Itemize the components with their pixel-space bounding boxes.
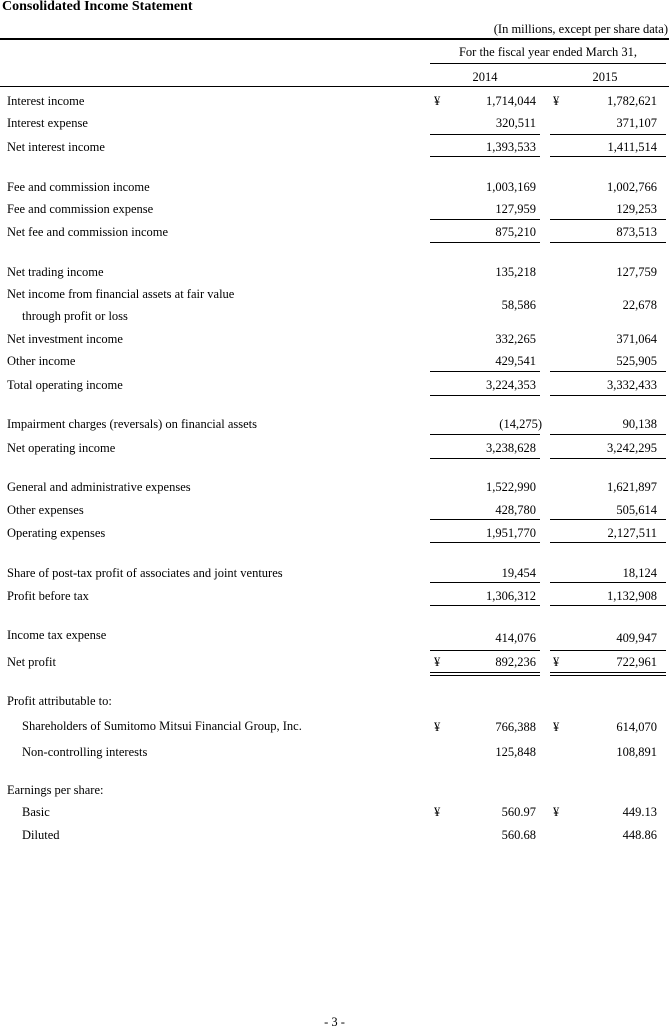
value-2015: 1,002,766 <box>607 180 657 194</box>
value-2014: 560.97 <box>501 805 536 819</box>
row-label: Interest expense <box>7 116 88 130</box>
row-label: Net operating income <box>7 441 116 455</box>
row-label: Total operating income <box>7 378 123 392</box>
period-header: For the fiscal year ended March 31, <box>458 45 638 59</box>
value-2015: 722,961 <box>616 655 657 669</box>
double-rule <box>430 675 540 676</box>
value-2015: 90,138 <box>622 417 657 431</box>
value-2014: 3,238,628 <box>486 441 536 455</box>
total-rule <box>430 458 540 459</box>
row-label: Net income from financial assets at fair value <box>7 287 235 301</box>
value-2015: 18,124 <box>622 566 657 580</box>
value-2015: 1,782,621 <box>607 94 657 108</box>
total-rule <box>550 156 666 157</box>
total-rule <box>550 458 666 459</box>
row-label: Net interest income <box>7 140 105 154</box>
row-label: Other income <box>7 354 76 368</box>
value-2014: 135,218 <box>495 265 536 279</box>
currency-symbol: ¥ <box>434 655 441 669</box>
value-2014: 1,714,044 <box>486 94 536 108</box>
value-2014: 58,586 <box>501 298 536 312</box>
currency-symbol: ¥ <box>434 720 441 734</box>
subtotal-rule <box>550 371 666 372</box>
section-heading: Profit attributable to: <box>7 694 112 708</box>
row-label: Share of post-tax profit of associates and joint ventures <box>7 566 283 580</box>
subtotal-rule <box>430 434 540 435</box>
subtotal-rule <box>550 219 666 220</box>
value-2014: 1,522,990 <box>486 480 536 494</box>
value-2014: 125,848 <box>495 745 536 759</box>
value-2015: 614,070 <box>616 720 657 734</box>
row-label-continued: through profit or loss <box>22 309 128 323</box>
page-number: - 3 - <box>324 1015 345 1029</box>
total-rule <box>430 542 540 543</box>
value-2015: 1,132,908 <box>607 589 657 603</box>
value-2014: 428,780 <box>495 503 536 517</box>
value-2014: 429,541 <box>495 354 536 368</box>
value-2015: 449.13 <box>622 805 657 819</box>
value-2014: 892,236 <box>495 655 536 669</box>
section-heading: Earnings per share: <box>7 783 104 797</box>
total-rule <box>550 605 666 606</box>
value-2014: 3,224,353 <box>486 378 536 392</box>
value-2015: 129,253 <box>616 202 657 216</box>
row-label: General and administrative expenses <box>7 480 191 494</box>
year-header-2015: 2015 <box>592 70 618 84</box>
total-rule <box>550 542 666 543</box>
value-2015: 505,614 <box>616 503 657 517</box>
value-2015: 3,332,433 <box>607 378 657 392</box>
currency-symbol: ¥ <box>553 805 560 819</box>
value-2014: 766,388 <box>495 720 536 734</box>
subtotal-rule <box>430 134 540 135</box>
value-2015: 371,064 <box>616 332 657 346</box>
row-label: Profit before tax <box>7 589 89 603</box>
total-rule <box>430 242 540 243</box>
currency-symbol: ¥ <box>553 720 560 734</box>
row-label: Net trading income <box>7 265 104 279</box>
value-2015: 448.86 <box>622 828 657 842</box>
period-header-rule <box>430 63 666 64</box>
subtotal-rule <box>430 582 540 583</box>
subtotal-rule <box>550 134 666 135</box>
row-label: Net fee and commission income <box>7 225 169 239</box>
double-rule <box>430 672 540 673</box>
total-rule <box>430 605 540 606</box>
value-2014: 320,511 <box>495 116 536 130</box>
subtotal-rule <box>550 434 666 435</box>
value-2015: 525,905 <box>616 354 657 368</box>
year-header-2014: 2014 <box>472 70 498 84</box>
row-label: Income tax expense <box>7 628 107 642</box>
value-2014: 560.68 <box>501 828 536 842</box>
value-2014: 1,951,770 <box>486 526 536 540</box>
value-2014: 19,454 <box>501 566 536 580</box>
statement-title: Consolidated Income Statement <box>2 0 193 14</box>
subtotal-rule <box>550 519 666 520</box>
subtotal-rule <box>550 650 666 651</box>
currency-symbol: ¥ <box>434 94 441 108</box>
row-label: Diluted <box>22 828 60 842</box>
row-label: Shareholders of Sumitomo Mitsui Financial Group, Inc. <box>22 719 302 733</box>
row-label: Impairment charges (reversals) on financial assets <box>7 417 258 431</box>
total-rule <box>550 242 666 243</box>
value-2014: 127,959 <box>495 202 536 216</box>
value-2014: 1,003,169 <box>486 180 536 194</box>
value-2014: 1,393,533 <box>486 140 536 154</box>
value-2015: 371,107 <box>616 116 657 130</box>
unit-note: (In millions, except per share data) <box>493 22 668 36</box>
double-rule <box>550 672 666 673</box>
row-label: Fee and commission income <box>7 180 150 194</box>
value-2015: 1,411,514 <box>607 140 657 154</box>
value-2015: 3,242,295 <box>607 441 657 455</box>
value-2014: 1,306,312 <box>486 589 536 603</box>
row-label: Interest income <box>7 94 85 108</box>
subtotal-rule <box>550 582 666 583</box>
value-2015: 22,678 <box>622 298 657 312</box>
row-label: Fee and commission expense <box>7 202 154 216</box>
subtotal-rule <box>430 650 540 651</box>
row-label: Basic <box>22 805 50 819</box>
row-label: Net investment income <box>7 332 123 346</box>
value-2015: 2,127,511 <box>607 526 657 540</box>
header-bottom-rule <box>0 86 669 87</box>
value-2015: 873,513 <box>616 225 657 239</box>
value-2014: 414,076 <box>495 631 536 645</box>
value-2015: 108,891 <box>616 745 657 759</box>
total-rule <box>430 156 540 157</box>
subtotal-rule <box>430 219 540 220</box>
row-label: Operating expenses <box>7 526 106 540</box>
value-2015: 409,947 <box>616 631 657 645</box>
header-top-rule <box>0 38 669 40</box>
currency-symbol: ¥ <box>553 655 560 669</box>
subtotal-rule <box>430 519 540 520</box>
double-rule <box>550 675 666 676</box>
value-2015: 1,621,897 <box>607 480 657 494</box>
total-rule <box>550 395 666 396</box>
value-2014: 875,210 <box>495 225 536 239</box>
currency-symbol: ¥ <box>553 94 560 108</box>
subtotal-rule <box>430 371 540 372</box>
total-rule <box>430 395 540 396</box>
row-label: Net profit <box>7 655 56 669</box>
currency-symbol: ¥ <box>434 805 441 819</box>
value-2015: 127,759 <box>616 265 657 279</box>
value-2014: 332,265 <box>495 332 536 346</box>
row-label: Non-controlling interests <box>22 745 148 759</box>
row-label: Other expenses <box>7 503 84 517</box>
value-2014: (14,275) <box>499 417 542 431</box>
